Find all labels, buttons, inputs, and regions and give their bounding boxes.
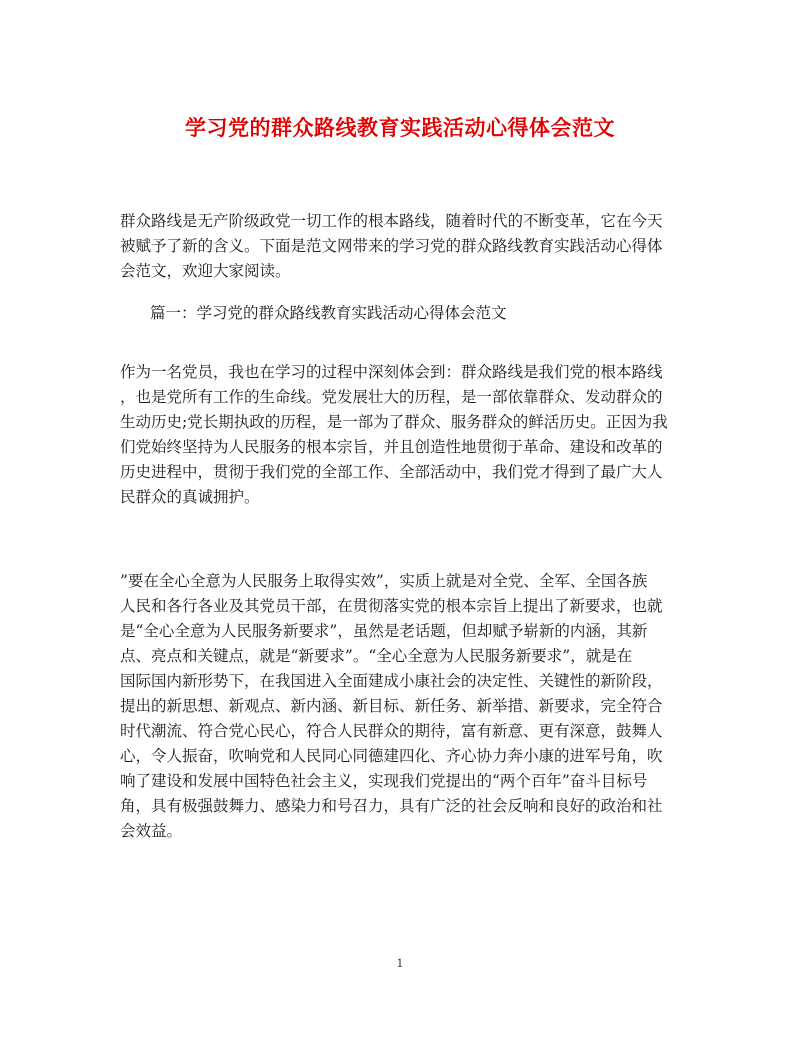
section-heading: 篇一：学习党的群众路线教育实践活动心得体会范文 bbox=[150, 304, 507, 322]
paragraph2-line-8: 心，令人振奋，吹响党和人民同心同德建四化、齐心协力奔小康的进军号角，吹 bbox=[120, 747, 663, 765]
paragraph2-line-5: 国际国内新形势下，在我国进入全面建成小康社会的决定性、关键性的新阶段， bbox=[120, 672, 663, 690]
paragraph2-line-1: ”要在全心全意为人民服务上取得实效”，实质上就是对全党、全军、全国各族 bbox=[120, 572, 648, 590]
paragraph2-line-7: 时代潮流、符合党心民心，符合人民群众的期待，富有新意、更有深意，鼓舞人 bbox=[120, 722, 663, 740]
paragraph2-line-10: 角，具有极强鼓舞力、感染力和号召力，具有广泛的社会反响和良好的政治和社 bbox=[120, 797, 663, 815]
paragraph2-line-2: 人民和各行各业及其党员干部，在贯彻落实党的根本宗旨上提出了新要求，也就 bbox=[120, 597, 663, 615]
paragraph1-line-5: 历史进程中，贯彻于我们党的全部工作、全部活动中，我们党才得到了最广大人 bbox=[120, 463, 663, 481]
paragraph1-line-1: 作为一名党员，我也在学习的过程中深刻体会到：群众路线是我们党的根本路线 bbox=[120, 363, 663, 381]
paragraph2-line-11: 会效益。 bbox=[120, 822, 183, 840]
paragraph1-line-4: 们党始终坚持为人民服务的根本宗旨，并且创造性地贯彻于革命、建设和改革的 bbox=[120, 438, 663, 456]
intro-line-3: 会范文，欢迎大家阅读。 bbox=[120, 262, 291, 280]
paragraph2-line-4: 点、亮点和关键点，就是“新要求”。“全心全意为人民服务新要求”，就是在 bbox=[120, 647, 633, 665]
document-title: 学习党的群众路线教育实践活动心得体会范文 bbox=[185, 115, 615, 140]
intro-line-2: 被赋予了新的含义。下面是范文网带来的学习党的群众路线教育实践活动心得体 bbox=[120, 237, 663, 255]
paragraph2-line-3: 是“全心全意为人民服务新要求”，虽然是老话题，但却赋予崭新的内涵，其新 bbox=[120, 622, 648, 640]
paragraph2-line-9: 响了建设和发展中国特色社会主义，实现我们党提出的“两个百年”奋斗目标号 bbox=[120, 772, 648, 790]
intro-line-1: 群众路线是无产阶级政党一切工作的根本路线，随着时代的不断变革，它在今天 bbox=[120, 212, 663, 230]
paragraph1-line-6: 民群众的真诚拥护。 bbox=[120, 488, 260, 506]
paragraph2-line-6: 提出的新思想、新观点、新内涵、新目标、新任务、新举措、新要求，完全符合 bbox=[120, 697, 663, 715]
paragraph1-line-3: 生动历史;党长期执政的历程，是一部为了群众、服务群众的鲜活历史。正因为我 bbox=[120, 413, 668, 431]
paragraph1-line-2: ，也是党所有工作的生命线。党发展壮大的历程，是一部依靠群众、发动群众的 bbox=[120, 388, 663, 406]
page-number: 1 bbox=[396, 957, 404, 970]
